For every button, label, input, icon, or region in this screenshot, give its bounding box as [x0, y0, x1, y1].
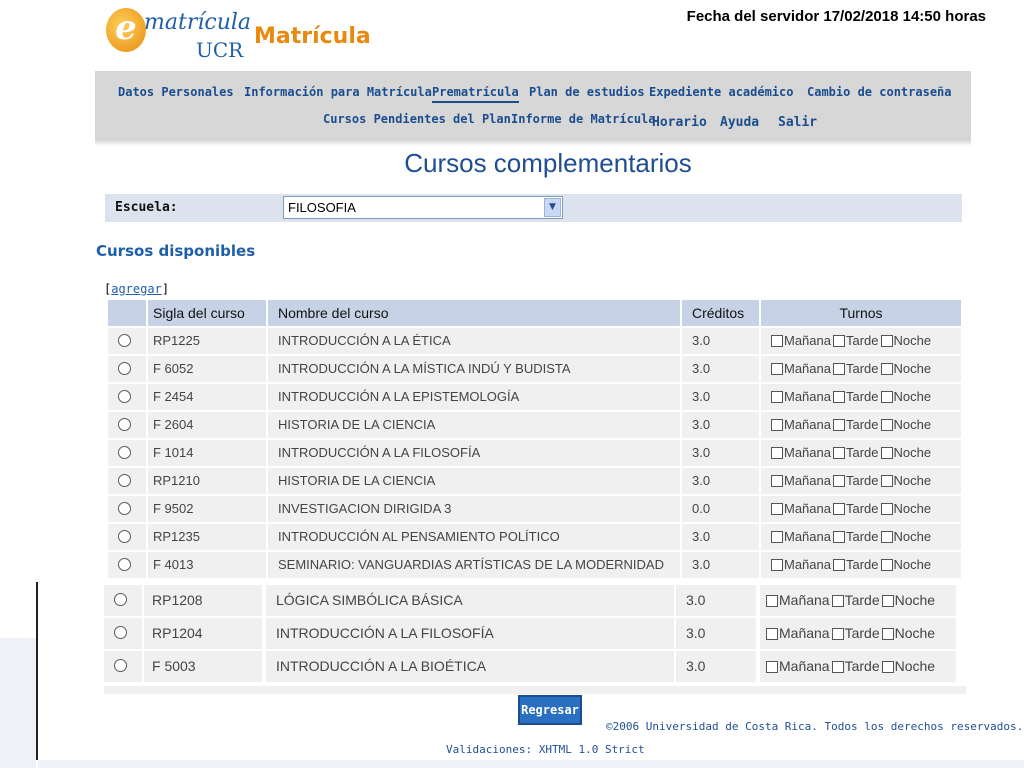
turno-label: Noche	[893, 445, 932, 460]
checkbox[interactable]	[881, 503, 893, 515]
table-row	[108, 356, 961, 383]
row-radio[interactable]	[118, 558, 131, 571]
nav-salir[interactable]: Salir	[778, 115, 818, 130]
turno-0[interactable]	[771, 384, 831, 410]
turno-label: Tarde	[844, 658, 880, 674]
table-row	[108, 552, 961, 579]
escuela-bar	[105, 194, 962, 222]
row-creditos: 3.0	[676, 585, 756, 616]
row-sigla: F 2604	[148, 412, 266, 438]
row-radio[interactable]	[118, 446, 131, 459]
row-select-cell	[108, 412, 146, 438]
turno-2[interactable]	[881, 524, 932, 550]
row-creditos: 3.0	[682, 384, 759, 410]
page-title: Cursos complementarios	[404, 148, 692, 178]
turno-label: Mañana	[784, 501, 831, 516]
checkbox[interactable]	[833, 475, 845, 487]
table-row	[108, 524, 961, 551]
checkbox[interactable]	[833, 503, 845, 515]
validation-link[interactable]: Validaciones: XHTML 1.0 Strict	[446, 743, 645, 756]
checkbox[interactable]	[881, 559, 893, 571]
row-turnos	[761, 384, 961, 410]
turno-2[interactable]	[881, 496, 932, 522]
row-nombre: LÓGICA SIMBÓLICA BÁSICA	[266, 585, 674, 616]
table-row	[108, 468, 961, 495]
turno-label: Tarde	[845, 501, 879, 516]
turno-label: Noche	[893, 557, 932, 572]
row-radio[interactable]	[114, 659, 127, 672]
header-creditos: Créditos	[682, 300, 759, 326]
row-radio[interactable]	[118, 474, 131, 487]
row-nombre: INTRODUCCIÓN A LA FILOSOFÍA	[268, 440, 680, 466]
row-nombre: INVESTIGACION DIRIGIDA 3	[268, 496, 680, 522]
turno-label: Tarde	[845, 557, 879, 572]
turno-1[interactable]	[833, 356, 879, 382]
turno-label: Noche	[894, 658, 936, 674]
turno-1[interactable]	[832, 618, 880, 649]
row-nombre: INTRODUCCIÓN A LA FILOSOFÍA	[266, 618, 674, 649]
main-nav	[95, 71, 971, 139]
turno-label: Mañana	[779, 658, 830, 674]
table-row	[108, 496, 961, 523]
turno-label: Tarde	[844, 625, 880, 641]
turno-label: Noche	[894, 625, 936, 641]
nav-informacion-matricula[interactable]: Información para Matrícula	[244, 85, 432, 99]
turno-0[interactable]	[771, 468, 831, 494]
turno-label: Noche	[893, 529, 932, 544]
row-sigla: F 9502	[148, 496, 266, 522]
table-row	[104, 651, 957, 684]
nav-ayuda[interactable]: Ayuda	[720, 115, 760, 130]
row-nombre: INTRODUCCIÓN A LA BIOÉTICA	[266, 651, 674, 682]
turno-label: Tarde	[845, 445, 879, 460]
checkbox[interactable]	[771, 335, 783, 347]
row-radio[interactable]	[118, 390, 131, 403]
turno-label: Mañana	[779, 592, 830, 608]
row-creditos: 3.0	[676, 651, 756, 682]
chevron-down-icon[interactable]: ▼	[544, 198, 561, 217]
checkbox[interactable]	[771, 503, 783, 515]
checkbox[interactable]	[833, 363, 845, 375]
header-turnos: Turnos	[761, 300, 961, 326]
nav-prematricula[interactable]: Prematrícula	[432, 85, 519, 103]
checkbox[interactable]	[832, 595, 844, 607]
turno-0[interactable]	[771, 328, 831, 354]
row-nombre: INTRODUCCIÓN A LA MÍSTICA INDÚ Y BUDISTA	[268, 356, 680, 382]
nav-cursos-pendientes[interactable]: Cursos Pendientes del Plan	[323, 112, 511, 126]
nav-cambio-contrasena[interactable]: Cambio de contraseña	[807, 85, 952, 99]
row-radio[interactable]	[118, 334, 131, 347]
checkbox[interactable]	[881, 419, 893, 431]
logo-title: Matrícula	[254, 24, 371, 49]
turno-label: Noche	[893, 501, 932, 516]
checkbox[interactable]	[881, 447, 893, 459]
turno-label: Noche	[893, 389, 932, 404]
row-creditos: 3.0	[682, 552, 759, 578]
section-title: Cursos disponibles	[96, 242, 256, 260]
header-sigla: Sigla del curso	[148, 300, 266, 326]
turno-label: Mañana	[784, 389, 831, 404]
row-nombre: INTRODUCCIÓN A LA EPISTEMOLOGÍA	[268, 384, 680, 410]
row-select-cell	[108, 328, 146, 354]
row-creditos: 3.0	[682, 412, 759, 438]
checkbox[interactable]	[771, 447, 783, 459]
turno-0[interactable]	[771, 524, 831, 550]
turno-2[interactable]	[881, 384, 932, 410]
turno-1[interactable]	[833, 440, 879, 466]
nav-informe-matricula[interactable]: Informe de Matrícula	[511, 112, 656, 126]
row-turnos	[761, 468, 961, 494]
row-sigla: RP1208	[144, 585, 262, 616]
server-date: Fecha del servidor 17/02/2018 14:50 horas	[686, 8, 986, 25]
checkbox[interactable]	[832, 661, 844, 673]
checkbox[interactable]	[766, 595, 778, 607]
turno-0[interactable]	[771, 412, 831, 438]
row-radio[interactable]	[114, 626, 127, 639]
turno-1[interactable]	[832, 585, 880, 616]
turno-1[interactable]	[833, 384, 879, 410]
row-sigla: F 6052	[148, 356, 266, 382]
turno-label: Tarde	[845, 417, 879, 432]
table-row	[108, 412, 961, 439]
turno-label: Mañana	[784, 529, 831, 544]
row-sigla: RP1235	[148, 524, 266, 550]
agregar-link[interactable]: agregar	[111, 282, 162, 296]
row-nombre: INTRODUCCIÓN AL PENSAMIENTO POLÍTICO	[268, 524, 680, 550]
row-select-cell	[108, 384, 146, 410]
table-row	[108, 440, 961, 467]
checkbox[interactable]	[771, 363, 783, 375]
turno-label: Noche	[893, 333, 932, 348]
header-nombre: Nombre del curso	[268, 300, 680, 326]
turno-2[interactable]	[881, 552, 932, 578]
turno-2[interactable]	[882, 618, 935, 649]
checkbox[interactable]	[771, 475, 783, 487]
turno-label: Mañana	[784, 417, 831, 432]
table-row	[108, 384, 961, 411]
turno-label: Tarde	[845, 361, 879, 376]
row-nombre: SEMINARIO: VANGUARDIAS ARTÍSTICAS DE LA MODERNIDAD	[268, 552, 680, 578]
table-header-row	[108, 300, 961, 327]
nav-plan-estudios[interactable]: Plan de estudios	[529, 85, 645, 99]
checkbox[interactable]	[771, 531, 783, 543]
table-row	[104, 585, 957, 618]
row-nombre: HISTORIA DE LA CIENCIA	[268, 412, 680, 438]
nav-horario[interactable]: Horario	[652, 115, 707, 130]
checkbox[interactable]	[833, 391, 845, 403]
checkbox[interactable]	[881, 335, 893, 347]
turno-1[interactable]	[833, 412, 879, 438]
turno-label: Noche	[894, 592, 936, 608]
checkbox[interactable]	[832, 628, 844, 640]
row-select-cell	[108, 468, 146, 494]
row-creditos: 3.0	[682, 356, 759, 382]
turno-2[interactable]	[882, 585, 935, 616]
agregar-wrapper: [agregar]	[104, 282, 170, 296]
row-turnos	[761, 496, 961, 522]
row-select-cell	[108, 356, 146, 382]
turno-0[interactable]	[771, 552, 831, 578]
turno-0[interactable]	[771, 440, 831, 466]
turno-label: Mañana	[784, 557, 831, 572]
row-radio[interactable]	[118, 418, 131, 431]
row-select-cell	[108, 524, 146, 550]
row-turnos	[761, 524, 961, 550]
row-select-cell	[108, 440, 146, 466]
turno-0[interactable]	[766, 585, 830, 616]
row-turnos	[760, 585, 956, 616]
row-sigla: RP1225	[148, 328, 266, 354]
slide-bottom-strip	[38, 760, 1024, 768]
slide-left-panel	[0, 638, 36, 768]
turno-label: Mañana	[784, 473, 831, 488]
turno-label: Mañana	[784, 333, 831, 348]
turno-label: Mañana	[779, 625, 830, 641]
checkbox[interactable]	[881, 363, 893, 375]
checkbox[interactable]	[833, 447, 845, 459]
checkbox[interactable]	[881, 475, 893, 487]
checkbox[interactable]	[771, 391, 783, 403]
checkbox[interactable]	[833, 419, 845, 431]
turno-2[interactable]	[881, 468, 932, 494]
row-creditos: 3.0	[682, 524, 759, 550]
row-radio[interactable]	[118, 362, 131, 375]
escuela-select[interactable]	[283, 196, 563, 219]
turno-label: Noche	[893, 361, 932, 376]
row-nombre: HISTORIA DE LA CIENCIA	[268, 468, 680, 494]
row-select-cell	[104, 585, 142, 616]
ematricula-logo	[104, 8, 374, 64]
turno-1[interactable]	[833, 496, 879, 522]
row-sigla: F 2454	[148, 384, 266, 410]
nav-expediente-academico[interactable]: Expediente académico	[649, 85, 794, 99]
checkbox[interactable]	[882, 661, 894, 673]
turno-0[interactable]	[771, 496, 831, 522]
turno-1[interactable]	[833, 524, 879, 550]
row-sigla: F 1014	[148, 440, 266, 466]
row-select-cell	[108, 552, 146, 578]
row-nombre: INTRODUCCIÓN A LA ÉTICA	[268, 328, 680, 354]
table-row	[108, 328, 961, 355]
row-radio[interactable]	[114, 593, 127, 606]
row-turnos	[761, 412, 961, 438]
row-turnos	[761, 356, 961, 382]
row-turnos	[760, 651, 956, 682]
row-sigla: F 5003	[144, 651, 262, 682]
turno-label: Mañana	[784, 361, 831, 376]
checkbox[interactable]	[882, 595, 894, 607]
row-sigla: RP1204	[144, 618, 262, 649]
row-select-cell	[108, 496, 146, 522]
turno-label: Tarde	[845, 529, 879, 544]
turno-0[interactable]	[766, 618, 830, 649]
turno-1[interactable]	[833, 468, 879, 494]
logo-e-icon: e	[106, 8, 146, 52]
turno-1[interactable]	[832, 651, 880, 682]
row-turnos	[761, 552, 961, 578]
turno-label: Tarde	[845, 333, 879, 348]
turno-label: Mañana	[784, 445, 831, 460]
turno-2[interactable]	[882, 651, 935, 682]
turno-label: Tarde	[845, 389, 879, 404]
row-creditos: 3.0	[682, 468, 759, 494]
turno-label: Tarde	[845, 473, 879, 488]
checkbox[interactable]	[833, 559, 845, 571]
row-creditos: 3.0	[682, 440, 759, 466]
checkbox[interactable]	[881, 391, 893, 403]
turno-2[interactable]	[881, 356, 932, 382]
nav-datos-personales[interactable]: Datos Personales	[118, 85, 234, 99]
row-creditos: 0.0	[682, 496, 759, 522]
turno-1[interactable]	[833, 328, 879, 354]
row-turnos	[760, 618, 956, 649]
nav-shadow	[95, 139, 971, 146]
checkbox[interactable]	[771, 559, 783, 571]
logo-text: matrícula	[144, 10, 252, 35]
escuela-label: Escuela:	[115, 200, 178, 215]
table-row	[104, 618, 957, 651]
row-sigla: RP1210	[148, 468, 266, 494]
row-turnos	[761, 440, 961, 466]
turno-0[interactable]	[766, 651, 830, 682]
turno-2[interactable]	[881, 440, 932, 466]
checkbox[interactable]	[881, 531, 893, 543]
header-select	[108, 300, 146, 326]
turno-label: Tarde	[844, 592, 880, 608]
regresar-button[interactable]: Regresar	[518, 695, 582, 725]
checkbox[interactable]	[833, 335, 845, 347]
copyright: ©2006 Universidad de Costa Rica. Todos los derechos reservados.	[606, 720, 1024, 733]
row-select-cell	[104, 651, 142, 682]
table-footer	[104, 686, 966, 694]
turno-2[interactable]	[881, 328, 932, 354]
row-sigla: F 4013	[148, 552, 266, 578]
row-radio[interactable]	[118, 530, 131, 543]
logo-ucr: UCR	[196, 38, 244, 62]
checkbox[interactable]	[766, 661, 778, 673]
checkbox[interactable]	[771, 419, 783, 431]
row-radio[interactable]	[118, 502, 131, 515]
row-turnos	[761, 328, 961, 354]
checkbox[interactable]	[766, 628, 778, 640]
turno-label: Noche	[893, 473, 932, 488]
row-select-cell	[104, 618, 142, 649]
slide-left-rule	[36, 582, 38, 760]
row-creditos: 3.0	[676, 618, 756, 649]
turno-0[interactable]	[771, 356, 831, 382]
escuela-select-value: FILOSOFIA	[288, 200, 356, 215]
checkbox[interactable]	[833, 531, 845, 543]
checkbox[interactable]	[882, 628, 894, 640]
turno-2[interactable]	[881, 412, 932, 438]
row-creditos: 3.0	[682, 328, 759, 354]
turno-label: Noche	[893, 417, 932, 432]
turno-1[interactable]	[833, 552, 879, 578]
